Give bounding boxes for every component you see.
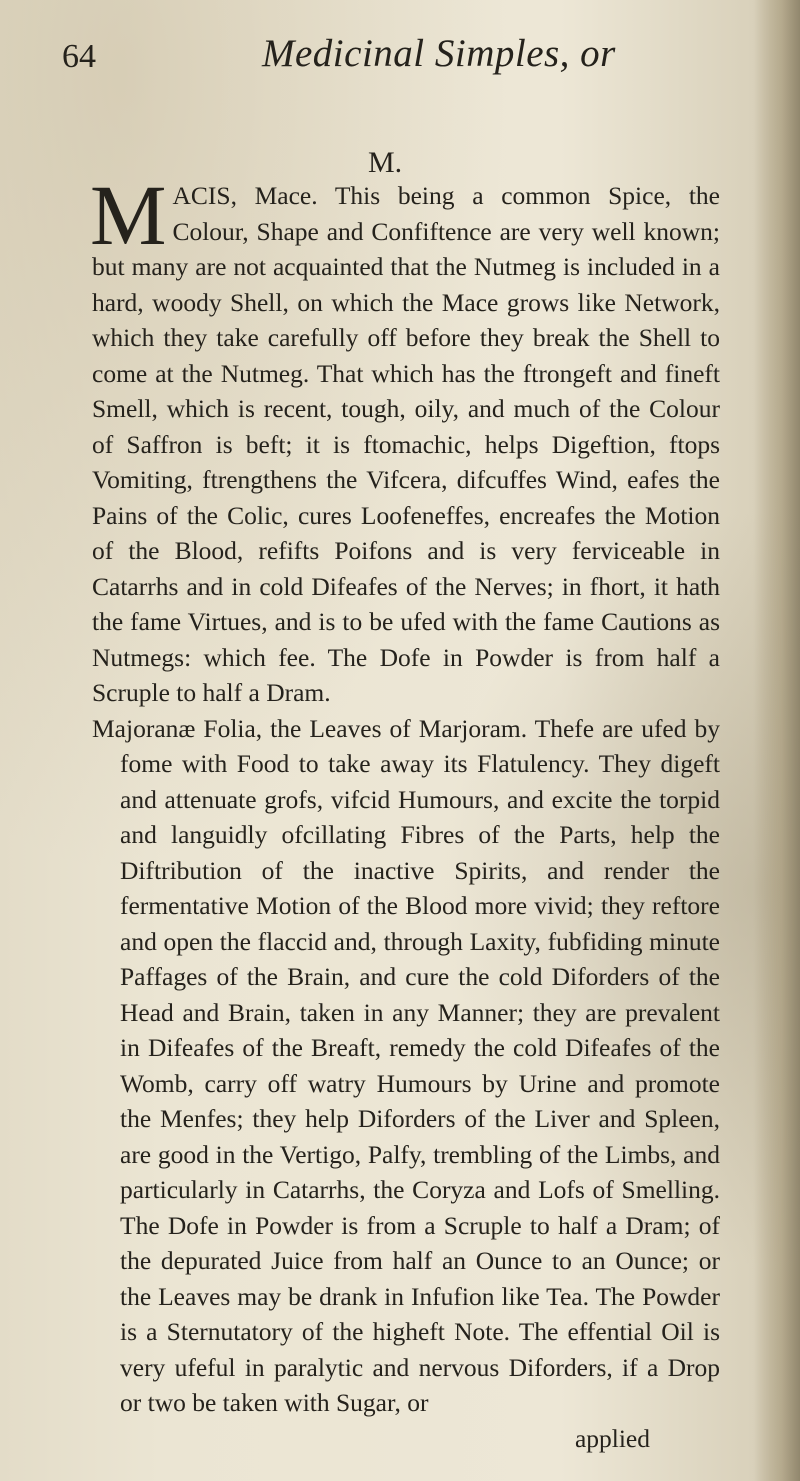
page-number: 64 xyxy=(62,38,96,75)
catchword: applied xyxy=(574,1423,650,1453)
body-text xyxy=(90,167,720,1456)
drop-cap: M xyxy=(90,167,167,263)
running-title: Medicinal Simples, or xyxy=(262,32,616,75)
entry-mace-text: ACIS, Mace. This being a common Spice, the Colour, Shape and Confiftence are very well known; but many are not acquainted that the Nutmeg is included in a hard, woody Shell, on which the Mace grows like Network, which they take carefully off before they break the Shell to come at the Nutmeg. That which has the ftrongeft and fineft Smell, which is recent, tough, oily, and much of the Colour of Saffron is beft; it is ftomachic, helps Digeftion, ftops Vomiting, ftrengthens the Vifcera, difcuffes Wind, eafes the Pains of the Colic, cures Loofeneffes, encreafes the Motion of the Blood, refifts Poifons and is very ferviceable in Catarrhs and in cold Difeafes of the Nerves; in fhort, it hath the fame Virtues, and is to be ufed with the fame Cautions as Nutmegs: which fee. The Dofe in Powder is from half a Scruple to half a Dram. xyxy=(92,181,720,707)
entry-marjoram-text: Majoranæ Folia, the Leaves of Marjoram. Thefe are ufed by fome with Food to take away its Flatulency. They digeft and attenuate grofs, vifcid Humours, and excite the torpid and languidly ofcillating Fibres of the Parts, help the Diftribution of the inactive Spirits, and render the fermentative Motion of the Blood more vivid; they reftore and open the flaccid and, through Laxity, fubfiding minute Paffages of the Brain, and cure the cold Diforders of the Head and Brain, taken in any Manner; they are prevalent in Difeafes of the Breaft, remedy the cold Difeafes of the Womb, carry off watry Humours by Urine and promote the Menfes; they help Diforders of the Liver and Spleen, are good in the Vertigo, Palfy, trembling of the Limbs, and particularly in Catarrhs, the Coryza and Lofs of Smelling. The Dofe in Powder is from a Scruple to half a Dram; of the depurated Juice from half an Ounce to an Ounce; or the Leaves may be drank in Infufion like Tea. The Powder is a Sternutatory of the higheft Note. The effential Oil is very ufeful in paralytic and nervous Diforders, if a Drop or two be taken with Sugar, or xyxy=(92,713,720,1417)
section-letter: M. xyxy=(368,146,403,179)
entry-marjoram xyxy=(92,711,720,1421)
page-edge-shadow xyxy=(754,0,800,1481)
entry-mace xyxy=(90,167,720,711)
